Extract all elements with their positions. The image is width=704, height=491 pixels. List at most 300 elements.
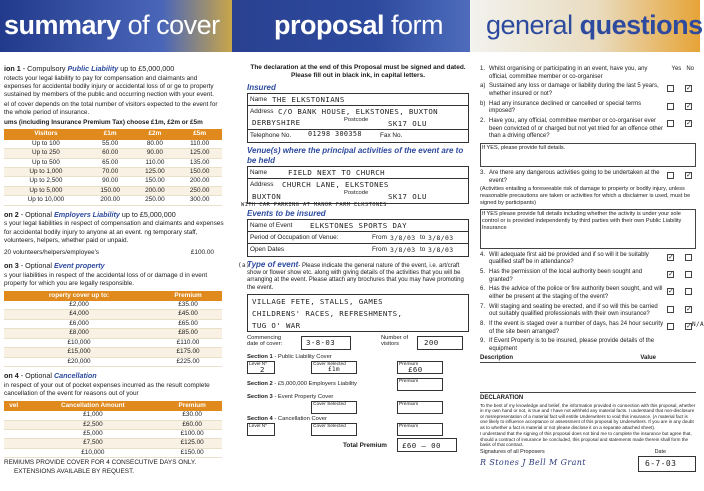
declaration-text: To the best of my knowledge and belief, the information provided in connection with this proposal, whether in my own hand or not, is true and I have not withheld any material facts. I understand that non-disclosure or misrepresentation of a material fact will entitle Underwriters to void this insurance. (A material fact is one likely to influence acceptance or assessment of this proposal by Underwriters. If you are in any doubt as to whether a fact is material or not please disclose it on a separate attached sheet). — [480, 402, 696, 430]
section1-premium-label: Premium — [399, 361, 419, 367]
cx-cell: £125.00 — [162, 439, 222, 448]
section1-level-label: Level Nº — [249, 361, 268, 367]
question-1a-number: a) — [480, 83, 486, 90]
q6-yes-checkbox[interactable]: ✓ — [668, 288, 674, 296]
section3-title — [4, 261, 226, 271]
event-open-label: Open Dates — [250, 246, 285, 253]
pl-cell: 250.00 — [133, 196, 178, 205]
question-6-text: Has the advice of the police or fire authority been sought, and will either be present at the staging of the event? — [489, 286, 663, 300]
section4-cover-row — [247, 416, 469, 436]
question-7 — [480, 304, 696, 319]
proposal-form-column — [241, 64, 469, 454]
cx-header-1: Cancellation Amount — [23, 401, 162, 411]
commencing-date-value: 3-8-03 — [306, 337, 336, 347]
section2-cover-row — [247, 376, 469, 394]
section3-premium-label: Premium — [399, 401, 419, 407]
section2-title — [4, 210, 226, 220]
event-property-table — [4, 291, 222, 368]
cx-cell — [4, 420, 23, 429]
section4-pre: - Optional — [18, 371, 54, 381]
section2-number: on 2 — [4, 209, 19, 219]
section4-level-field[interactable] — [247, 423, 275, 436]
equipment-table-body[interactable] — [480, 363, 696, 393]
section1-level-field[interactable] — [247, 361, 275, 374]
q6-no-checkbox[interactable] — [685, 288, 692, 295]
section2-description: s your legal liabilities in respect of compensation and claimants and expenses for accidental bodily injury to anyone at an event. ng temporary staff, volunteers, helpers, whether paid or unpaid. — [4, 220, 224, 245]
pl-header-0: Visitors — [4, 129, 88, 139]
question-9-text: If Event Property is to be insured, please provide details of the equipment — [489, 338, 655, 352]
ep-cell: £4,000 — [4, 310, 154, 319]
insured-phone-row[interactable] — [248, 130, 468, 142]
q3-yes-checkbox[interactable] — [667, 172, 674, 179]
section3-cover-desc: - Event Property Cover — [272, 393, 334, 400]
section3-cover-label: Cover Selected — [313, 401, 346, 407]
section1-cover-title-bold: Section 1 — [247, 353, 273, 360]
section2-cover-desc: - £5,000,000 Employers Liability — [272, 380, 357, 387]
q3-no-checkbox[interactable]: ✓ — [686, 172, 692, 180]
visitors-field[interactable] — [417, 336, 463, 350]
table-row — [4, 357, 222, 366]
section4-cover-label: Cover Selected — [313, 423, 346, 429]
pl-cell: 150.00 — [177, 168, 222, 177]
question-9-number: 9. — [480, 338, 486, 345]
yes-label: Yes — [671, 66, 682, 72]
cx-cell — [4, 411, 23, 420]
cx-cell: £150.00 — [162, 448, 222, 457]
equipment-value-label: Value — [640, 354, 656, 361]
pl-header-1: £1m — [88, 129, 133, 139]
cx-header-2: Premium — [162, 401, 222, 411]
table-row — [4, 448, 222, 457]
table-row — [4, 338, 222, 347]
table-row — [4, 158, 222, 167]
q3-explanation: (Activities entailing a foreseeable risk of damage to property or bodily injury, unless reasonable precautions are taken or activities for which a disclaimer is used, must be signed by participants) — [480, 186, 691, 206]
q7-no-checkbox[interactable]: ✓ — [686, 305, 692, 313]
venue-margin-note: WITH CAR PARKING AT MANOR FARM ELKSTONES — [241, 202, 387, 209]
table-row — [4, 168, 222, 177]
header-questions-title — [486, 10, 703, 41]
ep-cell: £225.00 — [154, 357, 222, 366]
visitors-value: 200 — [424, 337, 439, 347]
cancellation-table — [4, 401, 222, 459]
question-4 — [480, 252, 696, 267]
section4-title — [4, 371, 226, 381]
venue-name-row[interactable] — [248, 167, 468, 179]
ep-header-0: roperty cover up to: — [4, 291, 154, 301]
insured-box — [247, 93, 469, 143]
section4-cover-field[interactable] — [311, 423, 357, 436]
pl-cell: 90.00 — [133, 149, 178, 158]
question-5 — [480, 269, 696, 284]
event-period-to-value: 3/8/03 — [428, 234, 454, 242]
table-row — [4, 301, 222, 310]
header-summary-band — [0, 0, 232, 52]
question-1a-text: Sustained any loss or damage or liability during the last 5 years, whether insured or not? — [489, 83, 659, 98]
venue-postcode-value: SK17 OLU — [388, 192, 427, 202]
q3-details-box[interactable]: If YES please provide full details including whether the activity is under your sole control or is provided independently by third parties with their own Public Liability Insurance — [480, 209, 696, 249]
signature-row — [480, 456, 696, 474]
section1-cover-field[interactable] — [311, 361, 357, 374]
events-heading: Events to be insured — [247, 209, 326, 218]
ep-cell: £6,000 — [4, 319, 154, 328]
total-premium-value: £60 — 00 — [402, 440, 441, 450]
question-5-number: 5. — [480, 268, 486, 275]
table-row — [4, 140, 222, 149]
table-row — [4, 329, 222, 338]
cx-cell — [4, 429, 23, 438]
section1-number: ion 1 — [4, 64, 21, 73]
q1a-no-checkbox[interactable]: ✓ — [686, 85, 692, 93]
section2-line-price: £100.00 — [190, 248, 214, 256]
cx-cell: £2,500 — [23, 420, 162, 429]
pl-cell: 60.00 — [88, 149, 133, 158]
question-4-text: Will adequate first aid be provided and if so will it be suitably qualified staff be in attendance? — [489, 251, 649, 266]
ep-cell: £20,000 — [4, 357, 154, 366]
section1-cover-value: £1m — [328, 365, 341, 373]
cx-cell — [4, 448, 23, 457]
table-row — [4, 439, 222, 448]
type-of-event-line1: VILLAGE FETE, STALLS, GAMES — [252, 296, 383, 306]
question-3-number: 3. — [480, 170, 486, 177]
cx-cell: £5,000 — [23, 429, 162, 438]
ep-cell: £8,000 — [4, 329, 154, 338]
pl-cell: 110.00 — [133, 158, 178, 167]
pl-cell: 65.00 — [88, 158, 133, 167]
section2-pre: - Optional — [18, 209, 54, 219]
ep-cell: £35.00 — [154, 301, 222, 310]
ep-cell: £15,000 — [4, 348, 154, 357]
section3-cover-field[interactable] — [311, 401, 357, 414]
pl-cell: 125.00 — [177, 149, 222, 158]
extensions-footer-note: EXTENSIONS AVAILABLE BY REQUEST. — [14, 467, 135, 475]
cx-cell: £10,000 — [23, 448, 162, 457]
q5-no-checkbox[interactable] — [685, 271, 692, 278]
section4-premium-field[interactable] — [397, 423, 443, 436]
table-row — [4, 411, 222, 420]
signature-date-field[interactable] — [638, 456, 696, 472]
header-questions-bold: questions — [579, 10, 703, 40]
section1-premium-note: ums (including Insurance Premium Tax) choose £1m, £2m or £5m — [4, 118, 203, 126]
table-row — [4, 177, 222, 186]
section1-description-2: el of cover depends on the total number of visitors expected to the event for the whole period of insurance. — [4, 100, 218, 117]
ep-cell: £175.00 — [154, 348, 222, 357]
section4-level-label: Level Nº — [249, 423, 268, 429]
q1b-no-checkbox[interactable]: ✓ — [686, 102, 692, 110]
type-of-event-heading: Type of event — [247, 260, 299, 269]
ep-cell: £2,000 — [4, 301, 154, 310]
question-4-number: 4. — [480, 251, 486, 258]
header-questions-pre: general — [486, 10, 580, 40]
pl-cell: 125.00 — [133, 168, 178, 177]
pl-cell: Up to 1,000 — [4, 168, 88, 177]
yes-no-labels — [672, 66, 694, 74]
cx-cell: £60.00 — [162, 420, 222, 429]
signature-label: Signatures of all Proposers — [480, 448, 545, 455]
pl-cell: 250.00 — [177, 186, 222, 195]
venue-address-label: Address — [250, 181, 274, 189]
q8-no-checkbox[interactable]: ✓ — [686, 322, 692, 330]
type-of-event-box[interactable] — [247, 294, 469, 332]
question-1 — [480, 66, 696, 81]
event-period-row[interactable] — [248, 232, 468, 244]
question-1a — [480, 83, 696, 98]
question-3 — [480, 170, 696, 185]
section2-premium-field[interactable] — [397, 378, 443, 391]
header-proposal-title — [274, 10, 443, 41]
signature-date-value: 6-7-03 — [645, 458, 677, 468]
general-questions-column — [480, 64, 704, 474]
section4-number: on 4 — [4, 371, 19, 381]
question-7-text: Will staging and seating be erected, and if so will this be carried out suitably qualified professionals with their own insurance? — [489, 303, 658, 318]
insured-name-value: THE ELKSTONIANS — [272, 95, 345, 105]
table-row — [4, 310, 222, 319]
pl-cell: Up to 100 — [4, 140, 88, 149]
section1-cover-row — [247, 354, 469, 374]
commencing-row — [247, 335, 469, 353]
section2-cover-title-bold: Section 2 — [247, 380, 273, 387]
pl-cell: 135.00 — [177, 158, 222, 167]
insured-name-row[interactable] — [248, 94, 468, 106]
section1-title — [4, 64, 226, 74]
section1-pre: - Compulsory — [20, 64, 68, 73]
question-1-number: 1. — [480, 66, 486, 72]
pl-cell: Up to 10,000 — [4, 196, 88, 205]
public-liability-table — [4, 129, 222, 206]
cx-header-0: vel — [4, 401, 23, 411]
section3-number: on 3 — [4, 261, 19, 271]
premium-footer-note: REMIUMS PROVIDE COVER FOR 4 CONSECUTIVE DAYS ONLY. — [4, 459, 197, 467]
table-row — [4, 348, 222, 357]
venue-name-value: FIELD NEXT TO CHURCH — [288, 168, 385, 178]
insured-name-label: Name — [250, 96, 268, 104]
header-proposal-bold: proposal — [274, 10, 385, 40]
venue-address-value: CHURCH LANE, ELKSTONES — [282, 180, 389, 190]
insured-tel-label: Telephone No. — [250, 132, 292, 140]
type-of-event-instructions: - Please indicate the general nature of the event, i.e. art/craft show or flower show etc. along with giving details of the activities that you will be arranging at the event. Please attach any brochures that you may have promoting the event. — [247, 263, 464, 291]
pl-cell: 200.00 — [88, 196, 133, 205]
question-1-text: Whilst organising or participating in an event, have you, any official, committee member or co-organiser — [489, 66, 648, 80]
pl-header-2: £2m — [133, 129, 178, 139]
insured-tel-value: 01298 300358 — [308, 130, 362, 139]
pl-cell: 200.00 — [133, 186, 178, 195]
venue-box — [247, 166, 469, 204]
venue-address-value-2: BUXTON — [252, 192, 282, 202]
type-of-event-block — [247, 260, 469, 292]
pl-cell: 55.00 — [88, 140, 133, 149]
cx-cell — [4, 439, 23, 448]
q4-no-checkbox[interactable] — [685, 254, 692, 261]
section1-premium-field[interactable] — [397, 361, 443, 374]
summary-of-cover-column — [4, 64, 226, 476]
section4-cover-desc: - Cancellation Cover — [272, 415, 327, 422]
ep-cell: £85.00 — [154, 329, 222, 338]
q4-yes-checkbox[interactable]: ✓ — [668, 253, 674, 261]
no-label: No — [686, 66, 694, 72]
q7-yes-checkbox[interactable] — [667, 306, 674, 313]
section4-cover-title-bold: Section 4 — [247, 415, 273, 422]
section1-post: up to £5,000,000 — [118, 64, 175, 73]
section3-pre: - Optional — [18, 261, 54, 271]
insured-address-value: C/O BANK HOUSE, ELKSTONES, BUXTON — [278, 107, 439, 117]
total-premium-field[interactable] — [397, 438, 457, 452]
cx-cell: £1,000 — [23, 411, 162, 420]
pl-cell: 90.00 — [88, 177, 133, 186]
ep-cell: £10,000 — [4, 338, 154, 347]
type-of-event-line2: CHILDRENS' RACES, REFRESHMENTS, — [252, 308, 403, 318]
insured-address-row[interactable] — [248, 106, 468, 130]
section4-premium-label: Premium — [399, 423, 419, 429]
section3-cover-title-bold: Section 3 — [247, 393, 273, 400]
date-label: Date — [654, 448, 666, 455]
section4-description: in respect of your out of pocket expenses incurred as the result complete cancellation of the event for reasons out of your — [4, 381, 210, 398]
event-name-label: Name of Event — [250, 222, 293, 229]
pl-header-3: £5m — [177, 129, 222, 139]
pl-cell: 150.00 — [133, 177, 178, 186]
event-period-from-label: From — [372, 234, 387, 241]
insured-address-value-2: DERBYSHIRE — [252, 118, 301, 128]
section3-cover-row — [247, 394, 469, 414]
question-1b — [480, 101, 696, 116]
section3-description: s your liabilities in respect of the accidental loss of or damage d in event property for which you are legally responsible. — [4, 271, 208, 288]
declaration-text-2: I understand that the signing of this proposal does not bind me to complete the insurance but agree that, should a contract of insurance be concluded, this proposal and statements made therein shall form the basis of that contract. — [480, 431, 692, 448]
table-row — [4, 319, 222, 328]
section2-line-label: 20 volunteers/helpers/employee's — [4, 248, 100, 256]
commencing-date-field[interactable] — [301, 336, 351, 350]
question-7-number: 7. — [480, 303, 486, 310]
header-proposal-rest: form — [384, 10, 444, 40]
q8-na-mark: N/A — [691, 320, 704, 328]
question-3-text: Are there any dangerous activities going to be undertaken at the event? — [489, 170, 660, 184]
q2-details-box[interactable]: If YES, please provide full details. — [480, 143, 696, 167]
table-row — [4, 429, 222, 438]
pl-cell: 150.00 — [88, 186, 133, 195]
visitors-label: Number of visitors — [381, 334, 409, 348]
ep-cell: £65.00 — [154, 319, 222, 328]
venue-address-row[interactable] — [248, 179, 468, 203]
q2-no-checkbox[interactable]: ✓ — [686, 120, 692, 128]
venue-heading: Venue(s) where the principal activities of the event are to be held — [247, 146, 464, 166]
q2-yes-checkbox[interactable] — [667, 120, 674, 127]
pl-cell: Up to 2,500 — [4, 177, 88, 186]
venue-postcode-label: Postcode — [344, 190, 369, 197]
event-name-value: ELKSTONES SPORTS DAY — [310, 221, 407, 230]
table-row — [4, 196, 222, 205]
insured-postcode-label: Postcode — [344, 117, 369, 124]
insured-address-label: Address — [250, 108, 274, 116]
ep-header-1: Premium — [154, 291, 222, 301]
commencing-label: Commencing date of cover: — [247, 334, 283, 348]
pl-cell: Up to 5,000 — [4, 186, 88, 195]
section1-level-value: 2 — [260, 364, 265, 374]
header-proposal-band — [232, 0, 470, 52]
total-premium-row — [247, 438, 469, 454]
event-open-from-label: From — [372, 246, 387, 253]
question-8 — [480, 320, 704, 336]
signature-labels — [480, 449, 696, 456]
question-8-text: If the event is staged over a number of days, has 24 hour security of the site been arranged? — [489, 320, 664, 335]
section1-cover-label: Cover Selected — [313, 361, 346, 367]
ep-cell: £45.00 — [154, 310, 222, 319]
event-open-to-label: to — [420, 246, 426, 253]
q8-yes-checkbox[interactable] — [667, 323, 674, 330]
section3-premium-field[interactable] — [397, 401, 443, 414]
declaration-heading: DECLARATION — [480, 395, 524, 402]
table-row — [4, 186, 222, 195]
q5-yes-checkbox[interactable]: ✓ — [668, 270, 674, 278]
question-2-text: Have you, any official, committee member or co-organiser ever been convicted of or charged but not yet tried for an offence other than a driving offence? — [489, 118, 664, 140]
section4-name: Cancellation — [53, 371, 97, 381]
event-open-row[interactable] — [248, 244, 468, 256]
event-open-to-value: 3/8/03 — [428, 246, 454, 254]
pl-cell: 80.00 — [133, 140, 178, 149]
proposer-signature[interactable]: R Stones J Bell M Grant — [480, 457, 586, 467]
question-6 — [480, 286, 696, 301]
events-box — [247, 219, 469, 257]
section2-price-line — [4, 249, 214, 257]
ep-cell: £110.00 — [154, 338, 222, 347]
question-1b-text: Had any insurance declined or cancelled or special terms imposed? — [489, 100, 642, 115]
insured-postcode-value: SK17 OLU — [388, 119, 427, 129]
event-open-from-value: 3/8/03 — [390, 246, 416, 254]
insured-fax-label: Fax No. — [380, 132, 403, 140]
event-name-row[interactable] — [248, 220, 468, 232]
pl-cell: 110.00 — [177, 140, 222, 149]
section3-name: Event property — [53, 261, 105, 271]
venue-name-label: Name — [250, 169, 268, 177]
pl-cell: 200.00 — [177, 177, 222, 186]
cx-cell: £30.00 — [162, 411, 222, 420]
question-2 — [480, 118, 696, 141]
question-9 — [480, 338, 696, 353]
type-of-event-line3: TUG O' WAR — [252, 320, 301, 330]
section1-description: rotects your legal liability to pay for compensation and claimants and expenses for accidental bodily injury or accidental loss of or ge to property sustained by members of the public and occurring nection with your event. — [4, 74, 214, 99]
header-summary-rest: of cover — [120, 10, 220, 40]
pl-cell: 300.00 — [177, 196, 222, 205]
cx-cell: £100.00 — [162, 429, 222, 438]
header-summary-bold: summary — [4, 10, 121, 40]
equipment-description-label: Description — [480, 354, 514, 361]
pl-cell: Up to 250 — [4, 149, 88, 158]
section1-premium-value: £60 — [408, 364, 423, 374]
declaration-instruction: The declaration at the end of this Proposal must be signed and dated. Please fill out in black ink, in capital letters. — [250, 64, 466, 80]
equipment-table-header — [480, 355, 696, 364]
event-period-label: Period of Occupation of Venue: — [250, 234, 339, 241]
q1a-yes-checkbox[interactable] — [667, 85, 674, 92]
total-premium-label: Total Premium — [343, 441, 387, 449]
cx-cell: £7,500 — [23, 439, 162, 448]
section2-name: Employers Liability — [53, 209, 120, 219]
table-row — [4, 149, 222, 158]
margin-mark: (a) — [238, 262, 251, 269]
q1b-yes-checkbox[interactable] — [667, 103, 674, 110]
pl-cell: 70.00 — [88, 168, 133, 177]
section2-premium-label: Premium — [399, 378, 419, 384]
section1-name: Public Liability — [67, 64, 119, 73]
header-questions-band — [470, 0, 703, 52]
question-2-number: 2. — [480, 118, 486, 125]
section1-cover-desc: - Public Liability Cover — [272, 353, 332, 360]
question-5-text: Has the permission of the local authority been sought and granted? — [489, 268, 643, 283]
header-summary-title — [4, 10, 220, 41]
section2-post: up to £5,000,000 — [119, 209, 176, 219]
question-1b-number: b) — [480, 100, 486, 107]
table-row — [4, 420, 222, 429]
pl-cell: Up to 500 — [4, 158, 88, 167]
question-8-number: 8. — [480, 320, 486, 327]
insured-heading: Insured — [247, 83, 276, 93]
event-period-from-value: 3/8/03 — [390, 234, 416, 242]
event-period-to-label: to — [420, 234, 426, 241]
